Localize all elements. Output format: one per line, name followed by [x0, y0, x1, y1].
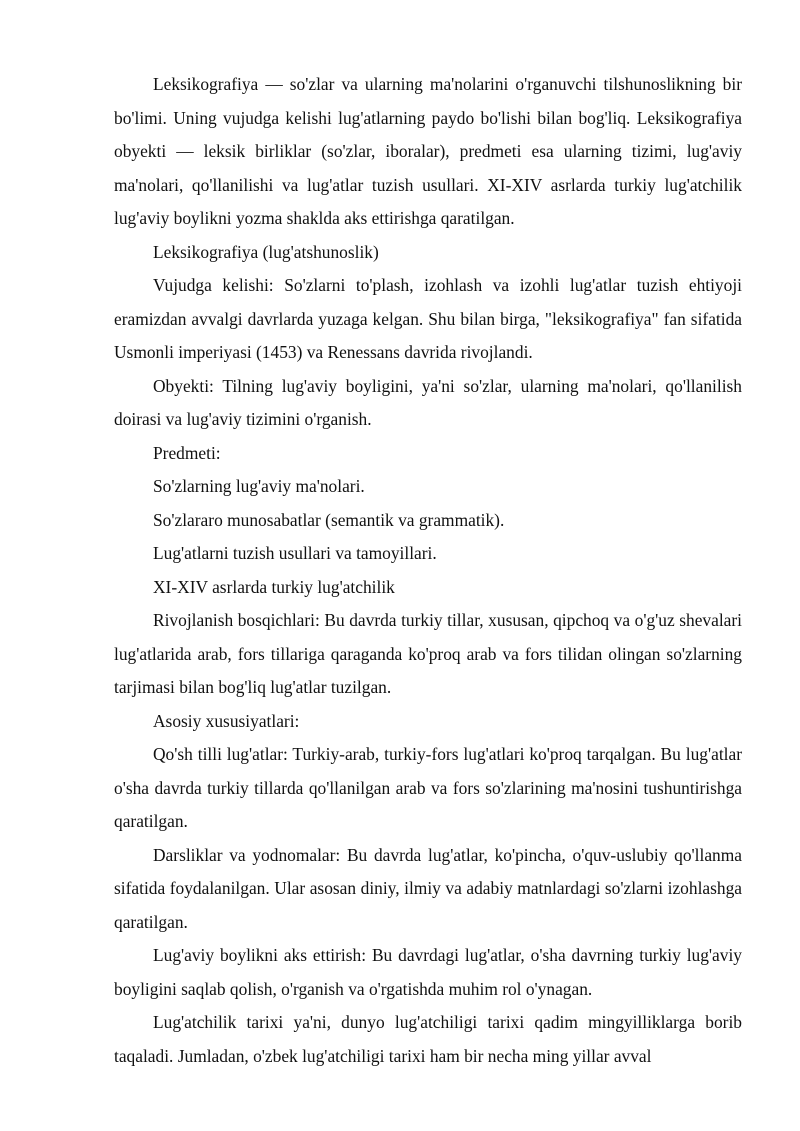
paragraph-predmeti-item-1: So'zlarning lug'aviy ma'nolari.	[153, 476, 365, 496]
paragraph-qosh-tilli: Qo'sh tilli lug'atlar: Turkiy-arab, turkiy-fors lug'atlari ko'proq tarqalgan. Bu lug'atlar o'sha davrda turkiy tillarda qo'llanilgan arab va fors so'zlarining ma'nosini tushuntirishga qaratilgan.	[114, 744, 742, 831]
paragraph-obyekti: Obyekti: Tilning lug'aviy boyligini, ya'ni so'zlar, ularning ma'nolari, qo'llanilish doirasi va lug'aviy tizimini o'rganish.	[114, 375, 742, 429]
paragraph-vujudga-kelishi: Vujudga kelishi: So'zlarni to'plash, izohlash va izohli lug'atlar tuzish ehtiyoji eramizdan avvalgi davrlarda yuzaga kelgan. Shu bilan birga, "leksikografiya" fan sifatida Usmonli imperiyasi (1453) va Renessans davrida rivojlandi.	[114, 275, 742, 362]
paragraph-predmeti-label: Predmeti:	[153, 442, 221, 463]
paragraph-darsliklar: Darsliklar va yodnomalar: Bu davrda lug'atlar, ko'pincha, o'quv-uslubiy qo'llanma sifatida foydalanilgan. Ular asosan diniy, ilmiy va adabiy matnlardagi so'zlarni izohlashga qaratilgan.	[114, 844, 742, 932]
paragraph-predmeti-item-3: Lug'atlarni tuzish usullari va tamoyillari.	[153, 543, 437, 563]
paragraph-rivojlanish: Rivojlanish bosqichlari: Bu davrda turkiy tillar, xususan, qipchoq va o'g'uz shevalari lug'atlarida arab, fors tillariga qaraganda ko'proq arab va fors tilidan olingan so'zlarning tarjimasi bilan bog'liq lug'atlar tuzilgan.	[114, 610, 742, 697]
paragraph-heading-leksikografiya: Leksikografiya (lug'atshunoslik)	[153, 241, 379, 262]
paragraph-predmeti-item-2: So'zlararo munosabatlar (semantik va grammatik).	[153, 509, 505, 530]
paragraph-asosiy-label: Asosiy xususiyatlari:	[153, 710, 300, 731]
document-page	[114, 68, 742, 1073]
paragraph-lugatchilik-tarixi: Lug'atchilik tarixi ya'ni, dunyo lug'atchiligi tarixi qadim mingyilliklarga borib taqaladi. Jumladan, o'zbek lug'atchiligi tarixi ham bir necha ming yillar avval	[114, 1012, 742, 1066]
paragraph-intro: Leksikografiya — so'zlar va ularning ma'nolarini o'rganuvchi tilshunoslikning bir bo'limi. Uning vujudga kelishi lug'atlarning paydo bo'lishi bilan bog'liq. Leksikografiya obyekti — leksik birliklar (so'zlar, iboralar), predmeti esa ularning tizimi, lug'aviy ma'nolari, qo'llanilishi va lug'atlar tuzish usullari. XI-XIV asrlarda turkiy lug'atchilik lug'aviy boylikni yozma shaklda aks ettirishga qaratilgan.	[114, 74, 742, 228]
paragraph-heading-turkiy-lugatchilik: XI-XIV asrlarda turkiy lug'atchilik	[153, 576, 395, 597]
paragraph-lugaviy-boylik: Lug'aviy boylikni aks ettirish: Bu davrdagi lug'atlar, o'sha davrning turkiy lug'aviy boyligini saqlab qolish, o'rganish va o'rgatishda muhim rol o'ynagan.	[114, 945, 742, 999]
